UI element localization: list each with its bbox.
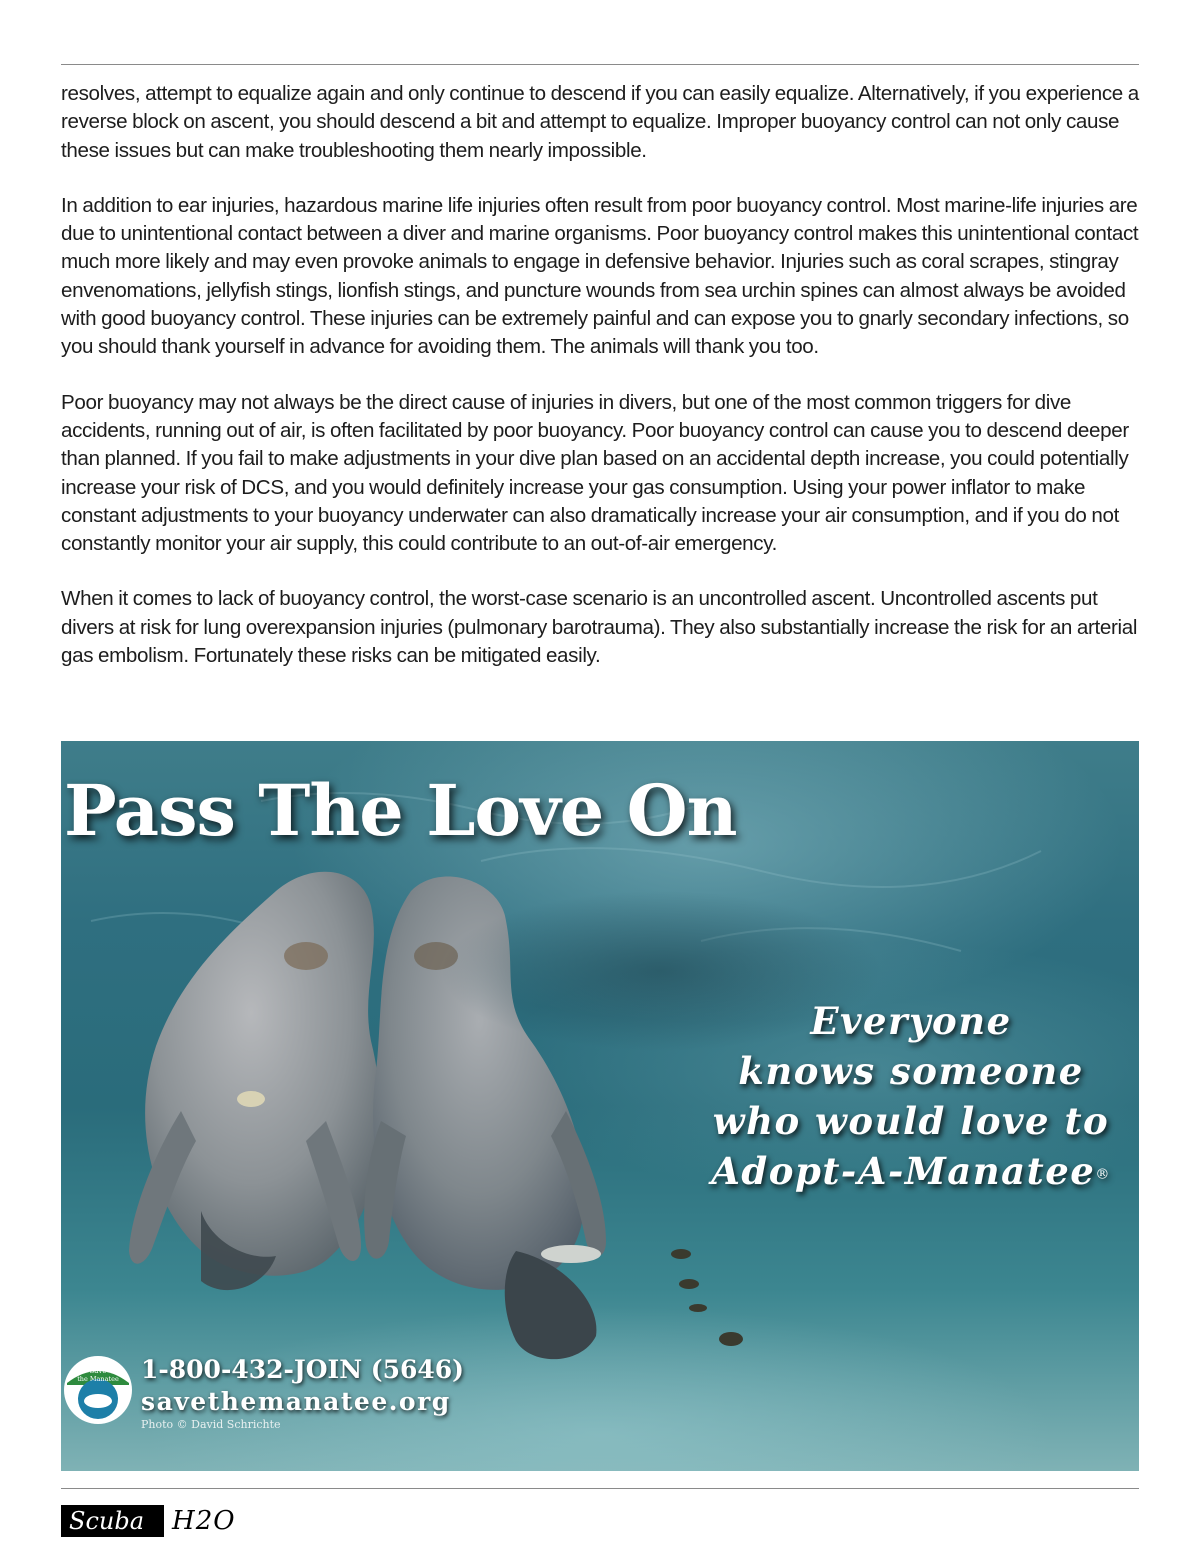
scuba-h2o-logo	[61, 1505, 236, 1537]
ad-contact	[141, 1353, 464, 1433]
brand-h2o: H2O	[172, 1506, 236, 1536]
article-paragraph-2: In addition to ear injuries, hazardous marine life injuries often result from poor buoyancy control. Most marine-life injuries are due to unintentional contact between a diver and marine organisms. Poor buoyancy control makes this unintentional contact much more likely and may even provoke animals to engage in defensive behavior. Injuries such as coral scrapes, stingray envenomations, jellyfish stings, lionfish stings, and puncture wounds from sea urchin spines can almost always be avoided with good buoyancy control. These injuries can be extremely painful and can expose you to gnarly secondary infections, so you should thank yourself in advance for avoiding them. The animals will thank you too.	[61, 193, 1139, 359]
registered-mark: ®	[1095, 1166, 1111, 1183]
ad-website-link[interactable]: savethemanatee.org	[141, 1387, 451, 1416]
tagline-line-3: who would love to	[712, 1099, 1110, 1143]
ad-title: Pass The Love On	[64, 769, 737, 852]
svg-text:Save: Save	[89, 1367, 107, 1375]
brand-scuba: Scuba	[61, 1505, 164, 1537]
photo-credit: Photo © David Schrichte	[141, 1418, 281, 1431]
article-paragraph-1: resolves, attempt to equalize again and only continue to descend if you can easily equalize. Alternatively, if you experience a reverse block on ascent, you should descend a bit and attempt to equalize. Improper buoyancy control can not only cause these issues but can make troubleshooting them nearly impossible.	[61, 82, 1139, 162]
ad-tagline	[681, 996, 1139, 1200]
top-rule	[61, 64, 1139, 65]
tagline-line-4: Adopt-A-Manatee	[711, 1149, 1096, 1193]
tagline-line-2: knows someone	[738, 1049, 1084, 1093]
article-body	[61, 80, 1139, 697]
left-manatee	[129, 872, 381, 1290]
bottom-rule	[61, 1488, 1139, 1489]
manatee-advertisement[interactable]	[61, 741, 1139, 1471]
tagline-line-1: Everyone	[810, 999, 1012, 1043]
fish-school	[671, 1249, 743, 1346]
svg-text:the Manatee: the Manatee	[77, 1375, 119, 1383]
article-paragraph-3: Poor buoyancy may not always be the direct cause of injuries in divers, but one of the most common triggers for dive accidents, running out of air, is often facilitated by poor buoyancy. Poor buoyancy control can cause you to descend deeper than planned. If you fail to make adjustments in your dive plan based on an accidental depth increase, you could potentially increase your risk of DCS, and you would definitely increase your gas consumption. Using your power inflator to make constant adjustments to your buoyancy underwater can also dramatically increase your air consumption, and if you do not constantly monitor your air supply, this could contribute to an out-of-air emergency.	[61, 390, 1129, 556]
save-the-manatee-logo[interactable]	[63, 1355, 133, 1425]
ad-phone[interactable]: 1-800-432-JOIN (5646)	[141, 1355, 464, 1384]
article-paragraph-4: When it comes to lack of buoyancy control, the worst-case scenario is an uncontrolled ascent. Uncontrolled ascents put divers at risk for lung overexpansion injuries (pulmonary barotrauma). They also substantially increase the risk for an arterial gas embolism. Fortunately these risks can be mitigated easily.	[61, 587, 1138, 668]
